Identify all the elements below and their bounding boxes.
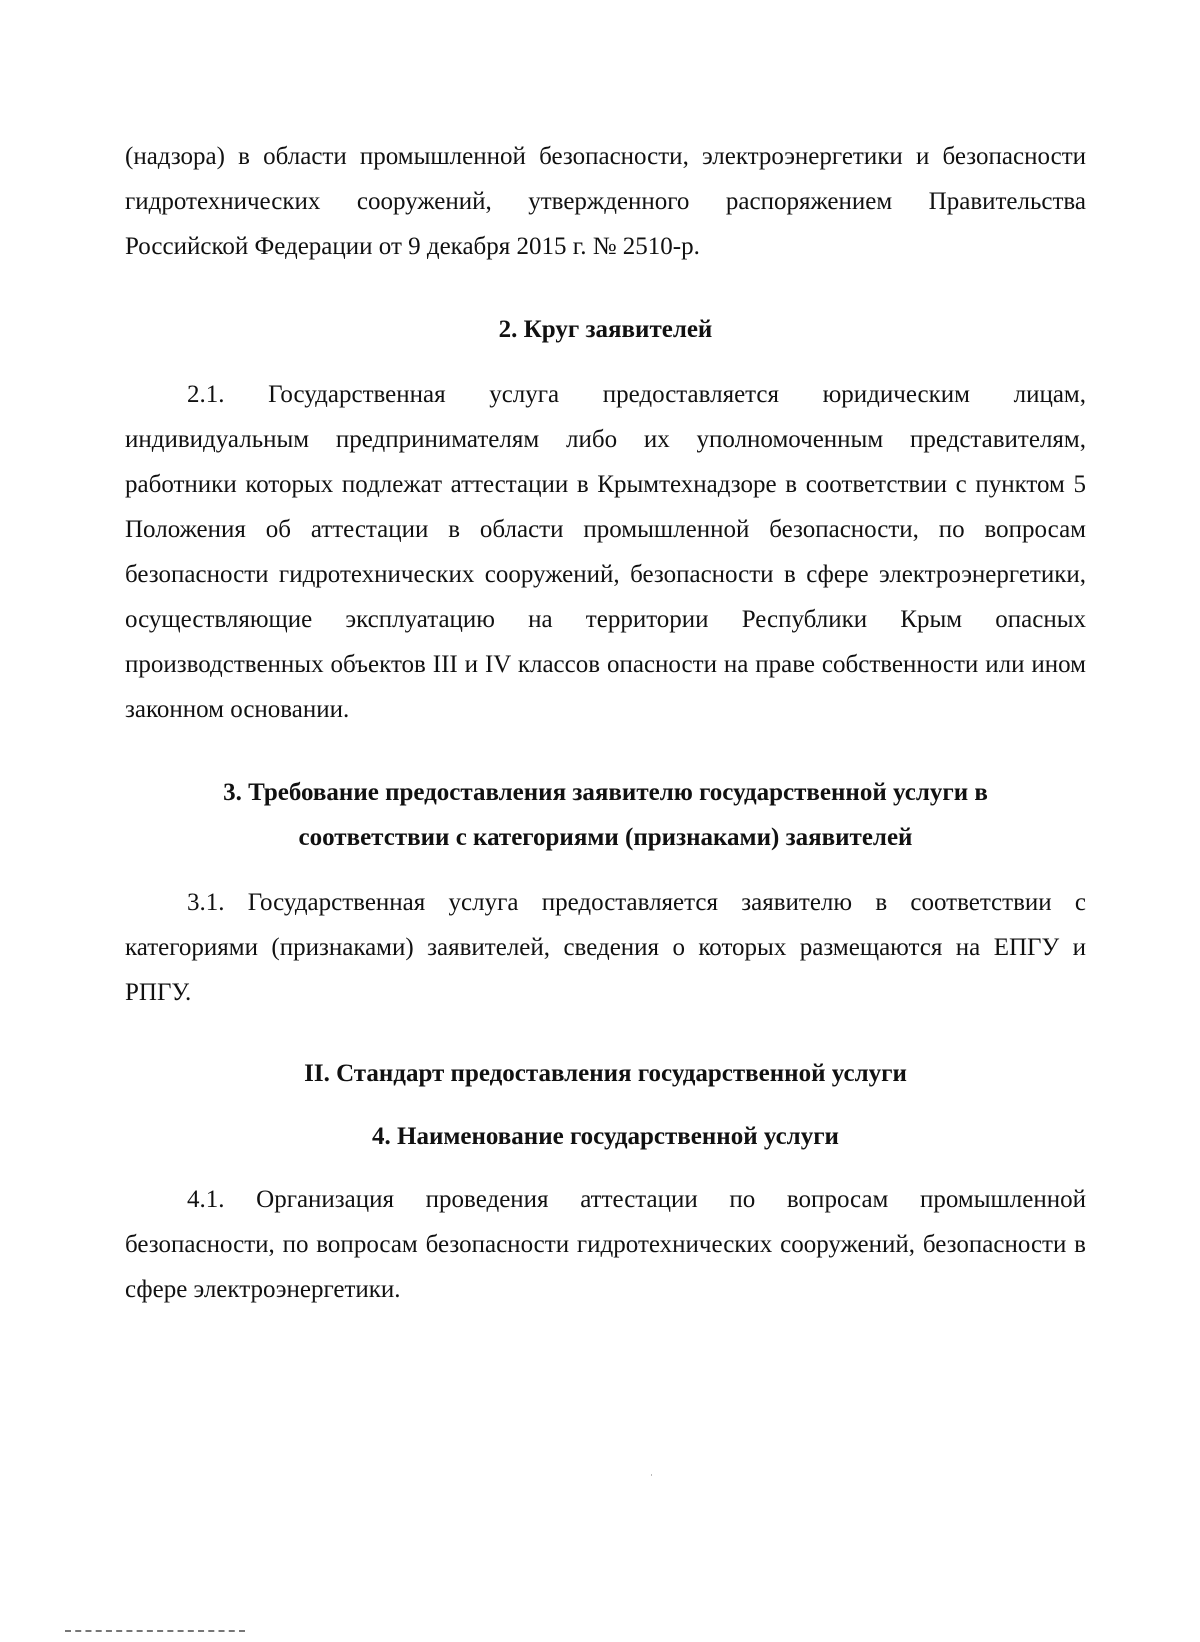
- section-3-heading-line-1: 3. Требование предоставления заявителю государственной услуги в: [223, 779, 988, 806]
- document-body: [125, 134, 1086, 1312]
- section-2-heading: 2. Круг заявителей: [498, 316, 713, 343]
- intro-paragraph: (надзора) в области промышленной безопасности, электроэнергетики и безопасности гидротехнических сооружений, утвержденного распоряжением Правительства Российской Федерации от 9 декабря 2015 г. № 2510-р.: [125, 143, 1086, 260]
- section-4-paragraph: 4.1. Организация проведения аттестации по вопросам промышленной безопасности, по вопросам безопасности гидротехнических сооружений, безопасности в сфере электроэнергетики.: [125, 1186, 1086, 1303]
- scan-edge-mark: [65, 1630, 245, 1635]
- section-3-heading-line-2: соответствии с категориями (признаками) заявителей: [298, 824, 913, 851]
- section-3-paragraph: 3.1. Государственная услуга предоставляется заявителю в соответствии с категориями (признаками) заявителей, сведения о которых размещаются на ЕПГУ и РПГУ.: [125, 889, 1086, 1006]
- section-4-heading: 4. Наименование государственной услуги: [372, 1123, 839, 1150]
- scan-speck: [651, 1474, 652, 1476]
- part-2-heading: II. Стандарт предоставления государственной услуги: [304, 1060, 907, 1087]
- section-3-heading: [125, 770, 1086, 860]
- section-2-paragraph: 2.1. Государственная услуга предоставляется юридическим лицам, индивидуальным предпринимателям либо их уполномоченным представителям, работники которых подлежат аттестации в Крымтехнадзоре в соответствии с пунктом 5 Положения об аттестации в области промышленной безопасности, по вопросам безопасности гидротехнических сооружений, безопасности в сфере электроэнергетики, осуществляющие эксплуатацию на территории Республики Крым опасных производственных объектов III и IV классов опасности на праве собственности или ином законном основании.: [125, 381, 1086, 723]
